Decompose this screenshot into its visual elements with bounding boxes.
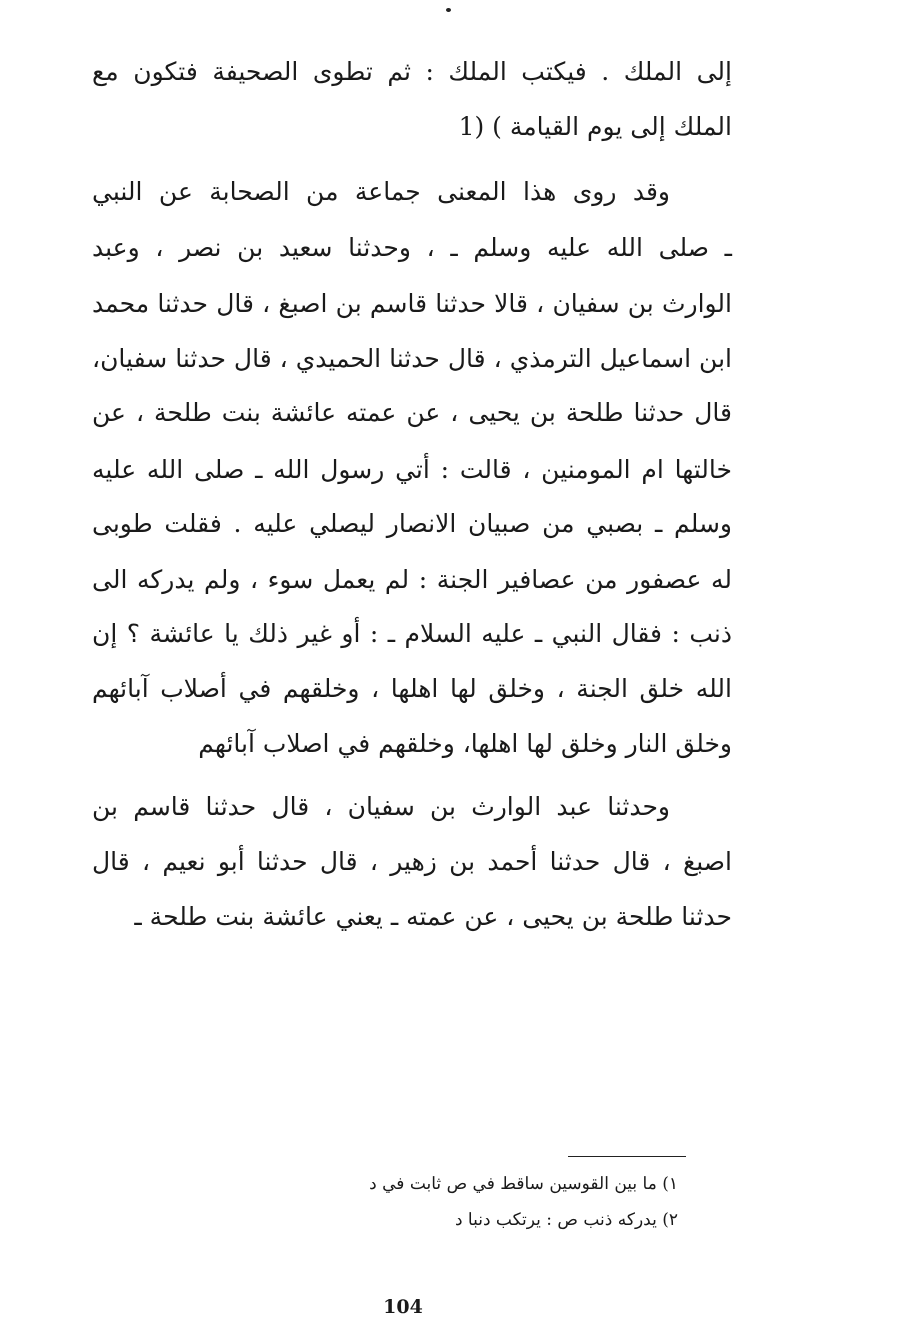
text-line: ذنب : فقال النبي ـ عليه السلام ـ : أو غير ذلك يا عائشة ؟ إن [92, 619, 732, 648]
text-line: وحدثنا عبد الوارث بن سفيان ، قال حدثنا قاسم بن [92, 792, 670, 821]
page-number: 104 [383, 1296, 423, 1318]
text-line: ابن اسماعيل الترمذي ، قال حدثنا الحميدي ، قال حدثنا سفيان، [92, 344, 732, 373]
text-line: خالتها ام المومنين ، قالت : أتي رسول الله ـ صلى الله عليه [92, 455, 732, 484]
text-line: قال حدثنا طلحة بن يحيى ، عن عمته عائشة بنت طلحة ، عن [92, 398, 732, 427]
text-line: وقد روى هذا المعنى جماعة من الصحابة عن النبي [92, 177, 670, 206]
footnote: ٢) يدركه ذنب ص : يرتكب دنبا د [454, 1210, 678, 1230]
footnote: ١) ما بين القوسين ساقط في ص ثابت في د [369, 1174, 678, 1194]
text-line: ـ صلى الله عليه وسلم ـ ، وحدثنا سعيد بن نصر ، وعبد [92, 233, 732, 262]
text-line: له عصفور من عصافير الجنة : لم يعمل سوء ، ولم يدركه الى [92, 565, 732, 594]
text-line: حدثنا طلحة بن يحيى ، عن عمته ـ يعني عائشة بنت طلحة ـ [134, 902, 732, 931]
text-line: وسلم ـ بصبي من صبيان الانصار ليصلي عليه . فقلت طوبى [92, 509, 732, 538]
text-line: الوارث بن سفيان ، قالا حدثنا قاسم بن اصبغ ، قال حدثنا محمد [92, 289, 732, 318]
text-line: اصبغ ، قال حدثنا أحمد بن زهير ، قال حدثنا أبو نعيم ، قال [92, 847, 732, 876]
text-line: وخلق النار وخلق لها اهلها، وخلقهم في اصلاب آبائهم [198, 729, 732, 758]
text-line: الملك إلى يوم القيامة ) (1 [458, 112, 732, 141]
text-line: إلى الملك . فيكتب الملك : ثم تطوى الصحيفة فتكون مع [92, 57, 732, 86]
top-mark [446, 8, 451, 12]
footnote-separator [568, 1156, 686, 1157]
text-line: الله خلق الجنة ، وخلق لها اهلها ، وخلقهم في أصلاب آبائهم [92, 674, 732, 703]
